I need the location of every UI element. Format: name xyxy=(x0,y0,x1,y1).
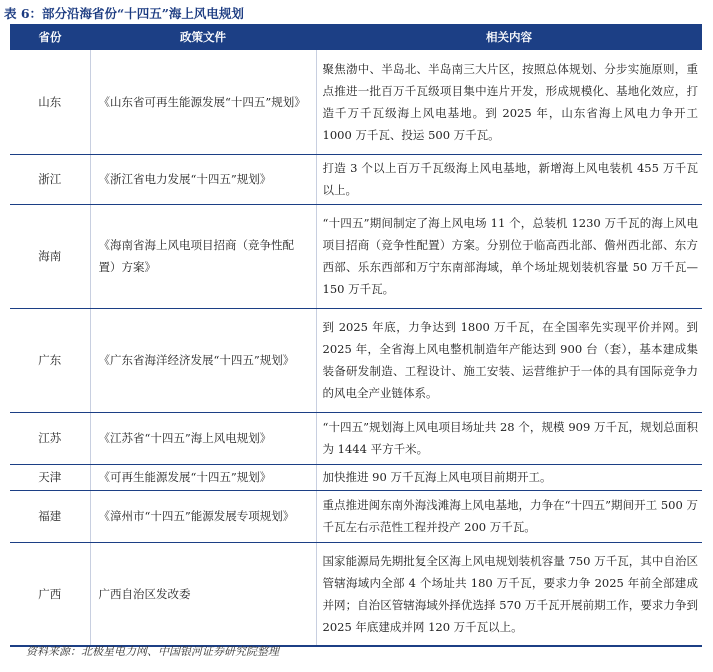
content-cell: “十四五”期间制定了海上风电场 11 个，总装机 1230 万千瓦的海上风电项目招商（竞争性配置）方案。分别位于临高西北部、儋州西北部、东方西部、乐东西部和万宁东南部海域，单个场址规划装机容量 50 万千瓦—150 万千瓦。 xyxy=(316,204,702,308)
policy-cell: 《可再生能源发展“十四五”规划》 xyxy=(90,464,316,490)
table-row xyxy=(10,542,702,646)
table-row xyxy=(10,50,702,154)
policy-cell: 《广东省海洋经济发展“十四五”规划》 xyxy=(90,308,316,412)
province-cell: 海南 xyxy=(10,204,90,308)
table-caption: 表 6：部分沿海省份“十四五”海上风电规划 xyxy=(4,6,244,21)
table-row xyxy=(10,464,702,490)
table-row xyxy=(10,490,702,542)
header-row xyxy=(10,24,702,50)
province-cell: 浙江 xyxy=(10,154,90,204)
source-note: 资料来源：北极星电力网、中国银河证券研究院整理 xyxy=(26,645,279,658)
header-content: 相关内容 xyxy=(316,24,702,50)
province-cell: 广东 xyxy=(10,308,90,412)
policy-cell: 《江苏省“十四五”海上风电规划》 xyxy=(90,412,316,464)
content-cell: 重点推进闽东南外海浅滩海上风电基地，力争在“十四五”期间开工 500 万千瓦左右示范性工程并投产 200 万千瓦。 xyxy=(316,490,702,542)
content-cell: 聚焦渤中、半岛北、半岛南三大片区，按照总体规划、分步实施原则，重点推进一批百万千瓦级项目集中连片开发，形成规模化、基地化效应，打造千万千瓦级海上风电基地。到 2025 年，山东省海上风电力争开工 1000 万千瓦、投运 500 万千瓦。 xyxy=(316,50,702,154)
header-policy: 政策文件 xyxy=(90,24,316,50)
province-cell: 广西 xyxy=(10,542,90,646)
table-row xyxy=(10,154,702,204)
content-cell: 打造 3 个以上百万千瓦级海上风电基地，新增海上风电装机 455 万千瓦以上。 xyxy=(316,154,702,204)
policy-table xyxy=(10,24,702,647)
header-province: 省份 xyxy=(10,24,90,50)
table-row xyxy=(10,204,702,308)
policy-cell: 《海南省海上风电项目招商（竞争性配置）方案》 xyxy=(90,204,316,308)
content-cell: 到 2025 年底，力争达到 1800 万千瓦，在全国率先实现平价并网。到 2025 年，全省海上风电整机制造年产能达到 900 台（套），基本建成集装备研发制造、工程设计、施工安装、运营维护于一体的具有国际竞争力的风电全产业链体系。 xyxy=(316,308,702,412)
policy-cell: 《漳州市“十四五”能源发展专项规划》 xyxy=(90,490,316,542)
policy-cell: 《山东省可再生能源发展“十四五”规划》 xyxy=(90,50,316,154)
content-cell: 加快推进 90 万千瓦海上风电项目前期开工。 xyxy=(316,464,702,490)
content-cell: 国家能源局先期批复全区海上风电规划装机容量 750 万千瓦，其中自治区管辖海域内全部 4 个场址共 180 万千瓦，要求力争 2025 年前全部建成并网；自治区管辖海域外择优选择 570 万千瓦开展前期工作，要求力争到 2025 年底建成并网 120 万千瓦以上。 xyxy=(316,542,702,646)
policy-cell: 《浙江省电力发展“十四五”规划》 xyxy=(90,154,316,204)
province-cell: 天津 xyxy=(10,464,90,490)
table-row xyxy=(10,308,702,412)
province-cell: 山东 xyxy=(10,50,90,154)
province-cell: 福建 xyxy=(10,490,90,542)
content-cell: “十四五”规划海上风电项目场址共 28 个，规模 909 万千瓦，规划总面积为 1444 平方千米。 xyxy=(316,412,702,464)
policy-cell: 广西自治区发改委 xyxy=(90,542,316,646)
table-row xyxy=(10,412,702,464)
province-cell: 江苏 xyxy=(10,412,90,464)
